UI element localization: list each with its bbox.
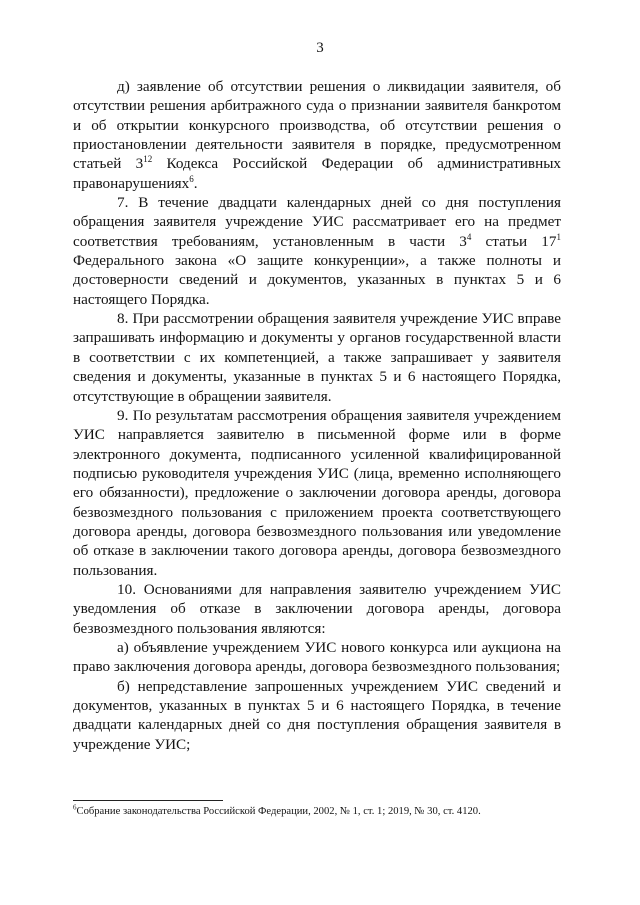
paragraph-10: 10. Основаниями для направления заявителю учреждением УИС уведомления об отказе в заключении договора аренды, договора безвозмездного пользования являются: (73, 580, 561, 637)
part-superscript: 4 (466, 231, 472, 242)
paragraph-d (73, 77, 561, 193)
document-body (73, 77, 561, 754)
paragraph-7-text-cont: статьи 17 (471, 232, 557, 250)
subparagraph-b: б) непредставление запрошенных учреждением УИС сведений и документов, указанных в пунктах 5 и 6 настоящего Порядка, в течение двадцати календарных дней со дня поступления обращения заявителя в учреждение УИС; (73, 677, 561, 753)
subparagraph-a: а) объявление учреждением УИС нового конкурса или аукциона на право заключения договора аренды, договора безвозмездного пользования; (73, 638, 561, 676)
article-superscript: 1 (556, 231, 561, 242)
paragraph-d-text-cont: Кодекса Российской Федерации об административных правонарушениях (73, 155, 561, 192)
paragraph-d-text: д) заявление об отсутствии решения о ликвидации заявителя, об отсутствии решения арбитражного суда о признании заявителя банкротом и об открытии конкурсного производства, об отсутствии решения о приостановлении деятельности заявителя в порядке, предусмотренном статьей 3 (73, 78, 561, 173)
footnote-reference[interactable]: 6 (189, 173, 194, 184)
paragraph-d-end: . (193, 174, 198, 192)
paragraph-8: 8. При рассмотрении обращения заявителя учреждение УИС вправе запрашивать информацию и документы у органов государственной власти в соответствии с их компетенцией, а также запрашивает у заявителя сведения и документы, указанные в пунктах 5 и 6 настоящего Порядка, отсутствующие в обращении заявителя. (73, 310, 561, 405)
paragraph-7 (73, 193, 561, 309)
footnote (73, 805, 561, 818)
page-number: 3 (316, 40, 324, 56)
article-superscript: 12 (143, 154, 153, 165)
footnote-marker: 6 (73, 803, 77, 812)
paragraph-9: 9. По результатам рассмотрения обращения заявителя учреждением УИС направляется заявителю в письменной форме или в форме электронного документа, подписанного усиленной квалифицированной подписью руководителя учреждения УИС (лица, временно исполняющего его обязанности), предложение о заключении договора аренды, договора безвозмездного пользования с приложением проекта соответствующего договора аренды, договора безвозмездного пользования или уведомление об отказе в заключении такого договора аренды, договора безвозмездного пользования. (73, 406, 561, 579)
paragraph-7-text: 7. В течение двадцати календарных дней со дня поступления обращения заявителя учреждение УИС рассматривает его на предмет соответствия требованиям, установленным в части 3 (73, 194, 561, 250)
paragraph-7-text-end: Федерального закона «О защите конкуренции», а также полноты и достоверности сведений и документов, указанных в пунктах 5 и 6 настоящего Порядка. (73, 252, 561, 308)
footnote-divider (73, 800, 223, 801)
footnote-text: Собрание законодательства Российской Федерации, 2002, № 1, ст. 1; 2019, № 30, ст. 4120. (76, 806, 481, 817)
